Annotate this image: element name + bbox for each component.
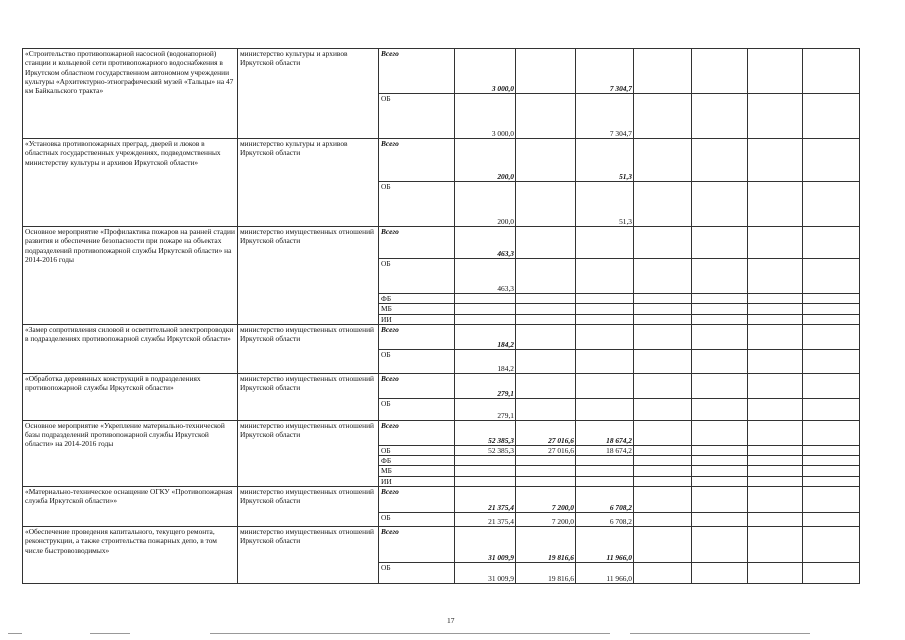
amount-cell [576, 349, 634, 373]
funding-source: МБ [379, 466, 455, 476]
empty-cell [748, 513, 803, 527]
empty-cell [748, 527, 803, 563]
amount-cell [576, 314, 634, 324]
amount-cell: 184,2 [455, 349, 516, 373]
empty-cell [692, 139, 748, 182]
empty-cell [634, 314, 692, 324]
empty-cell [634, 182, 692, 227]
empty-cell [803, 259, 860, 294]
amount-cell [516, 456, 576, 466]
empty-cell [803, 182, 860, 227]
amount-cell [576, 476, 634, 486]
empty-cell [748, 94, 803, 139]
amount-cell: 51,3 [576, 139, 634, 182]
table-row [23, 49, 860, 94]
empty-cell [692, 182, 748, 227]
amount-cell [455, 314, 516, 324]
table-row [23, 527, 860, 563]
empty-cell [692, 476, 748, 486]
empty-cell [803, 476, 860, 486]
executor: министерство культуры и архивов Иркутской области [238, 49, 379, 139]
amount-cell [576, 324, 634, 349]
funding-source: Всего [379, 420, 455, 445]
table-row [23, 324, 860, 349]
amount-cell: 6 708,2 [576, 487, 634, 513]
amount-cell: 7 304,7 [576, 49, 634, 94]
funding-source: Всего [379, 487, 455, 513]
amount-cell: 18 674,2 [576, 445, 634, 455]
empty-cell [748, 304, 803, 314]
empty-cell [803, 456, 860, 466]
funding-source: МБ [379, 304, 455, 314]
funding-source: ФБ [379, 456, 455, 466]
measure-name: «Замер сопротивления силовой и осветительной электропроводки в подразделениях противопожарной службы Иркутской области» [23, 324, 238, 373]
funding-source: ОБ [379, 94, 455, 139]
funding-source: Всего [379, 324, 455, 349]
amount-cell: 11 966,0 [576, 563, 634, 584]
amount-cell: 52 385,3 [455, 420, 516, 445]
scan-artifact [90, 633, 130, 634]
executor: министерство имущественных отношений Иркутской области [238, 487, 379, 527]
amount-cell: 21 375,4 [455, 513, 516, 527]
empty-cell [634, 139, 692, 182]
empty-cell [692, 49, 748, 94]
table-body [23, 49, 860, 584]
amount-cell [516, 139, 576, 182]
amount-cell: 19 816,6 [516, 563, 576, 584]
empty-cell [803, 94, 860, 139]
empty-cell [634, 476, 692, 486]
empty-cell [748, 476, 803, 486]
empty-cell [634, 466, 692, 476]
empty-cell [803, 294, 860, 304]
amount-cell [516, 182, 576, 227]
empty-cell [803, 349, 860, 373]
funding-source: Всего [379, 227, 455, 259]
empty-cell [803, 420, 860, 445]
empty-cell [748, 420, 803, 445]
amount-cell [576, 304, 634, 314]
empty-cell [748, 139, 803, 182]
empty-cell [634, 373, 692, 398]
empty-cell [803, 139, 860, 182]
empty-cell [634, 487, 692, 513]
measure-name: «Обеспечение проведения капитального, текущего ремонта, реконструкции, а также строительства пожарных депо, в том числе быстровозводимых» [23, 527, 238, 584]
amount-cell [516, 349, 576, 373]
empty-cell [634, 513, 692, 527]
amount-cell [516, 466, 576, 476]
empty-cell [634, 349, 692, 373]
empty-cell [634, 456, 692, 466]
amount-cell [455, 294, 516, 304]
empty-cell [748, 294, 803, 304]
measure-name: Основное мероприятие «Профилактика пожаров на ранней стадии развития и обеспечение безопасности при пожаре на объектах подразделений противопожарной службы Иркутской области» на 2014-2016 годы [23, 227, 238, 325]
amount-cell [516, 324, 576, 349]
amount-cell [576, 466, 634, 476]
funding-source: ОБ [379, 513, 455, 527]
empty-cell [692, 466, 748, 476]
funding-source: ИИ [379, 476, 455, 486]
empty-cell [803, 513, 860, 527]
table-row [23, 227, 860, 259]
executor: министерство имущественных отношений Иркутской области [238, 324, 379, 373]
empty-cell [748, 259, 803, 294]
empty-cell [634, 49, 692, 94]
amount-cell: 51,3 [576, 182, 634, 227]
empty-cell [803, 563, 860, 584]
empty-cell [634, 420, 692, 445]
empty-cell [748, 227, 803, 259]
empty-cell [634, 304, 692, 314]
amount-cell [516, 227, 576, 259]
empty-cell [748, 445, 803, 455]
empty-cell [634, 259, 692, 294]
amount-cell: 7 200,0 [516, 513, 576, 527]
amount-cell: 18 674,2 [576, 420, 634, 445]
table-row [23, 487, 860, 513]
measure-name: «Обработка деревянных конструкций в подразделениях противопожарной службы Иркутской области» [23, 373, 238, 420]
amount-cell [516, 304, 576, 314]
measure-name: «Установка противопожарных преград, дверей и люков в областных государственных учреждениях, подведомственных министерству культуры и архивов Иркутской области» [23, 139, 238, 227]
empty-cell [692, 304, 748, 314]
funding-source: ОБ [379, 259, 455, 294]
empty-cell [803, 304, 860, 314]
empty-cell [692, 314, 748, 324]
empty-cell [692, 513, 748, 527]
funding-source: Всего [379, 373, 455, 398]
amount-cell: 200,0 [455, 182, 516, 227]
amount-cell: 200,0 [455, 139, 516, 182]
executor: министерство имущественных отношений Иркутской области [238, 373, 379, 420]
empty-cell [803, 445, 860, 455]
empty-cell [634, 294, 692, 304]
empty-cell [692, 259, 748, 294]
empty-cell [803, 49, 860, 94]
empty-cell [634, 563, 692, 584]
empty-cell [692, 487, 748, 513]
empty-cell [748, 373, 803, 398]
amount-cell: 52 385,3 [455, 445, 516, 455]
empty-cell [748, 49, 803, 94]
amount-cell [576, 398, 634, 420]
empty-cell [692, 227, 748, 259]
funding-source: ОБ [379, 182, 455, 227]
amount-cell: 3 000,0 [455, 94, 516, 139]
scan-artifact [630, 633, 810, 634]
amount-cell [576, 294, 634, 304]
empty-cell [803, 527, 860, 563]
empty-cell [692, 527, 748, 563]
funding-source: Всего [379, 527, 455, 563]
empty-cell [748, 456, 803, 466]
empty-cell [692, 294, 748, 304]
executor: министерство культуры и архивов Иркутской области [238, 139, 379, 227]
amount-cell: 279,1 [455, 398, 516, 420]
amount-cell [576, 259, 634, 294]
table-row [23, 139, 860, 182]
empty-cell [692, 398, 748, 420]
amount-cell: 31 009,9 [455, 527, 516, 563]
amount-cell: 463,3 [455, 227, 516, 259]
empty-cell [748, 563, 803, 584]
scan-artifact [8, 633, 22, 634]
amount-cell: 3 000,0 [455, 49, 516, 94]
funding-source: ФБ [379, 294, 455, 304]
empty-cell [692, 445, 748, 455]
empty-cell [803, 487, 860, 513]
funding-source: ОБ [379, 563, 455, 584]
empty-cell [748, 324, 803, 349]
empty-cell [803, 398, 860, 420]
amount-cell: 31 009,9 [455, 563, 516, 584]
funding-source: ОБ [379, 398, 455, 420]
amount-cell: 27 016,6 [516, 445, 576, 455]
amount-cell [455, 476, 516, 486]
amount-cell: 7 200,0 [516, 487, 576, 513]
executor: министерство имущественных отношений Иркутской области [238, 527, 379, 584]
funding-source: ИИ [379, 314, 455, 324]
empty-cell [692, 94, 748, 139]
amount-cell [455, 466, 516, 476]
empty-cell [634, 94, 692, 139]
amount-cell: 6 708,2 [576, 513, 634, 527]
amount-cell [516, 476, 576, 486]
amount-cell [455, 456, 516, 466]
empty-cell [748, 182, 803, 227]
executor: министерство имущественных отношений Иркутской области [238, 420, 379, 486]
amount-cell: 19 816,6 [516, 527, 576, 563]
table-row [23, 373, 860, 398]
amount-cell: 21 375,4 [455, 487, 516, 513]
funding-source: ОБ [379, 349, 455, 373]
empty-cell [748, 466, 803, 476]
empty-cell [634, 445, 692, 455]
empty-cell [692, 349, 748, 373]
amount-cell: 463,3 [455, 259, 516, 294]
amount-cell [516, 314, 576, 324]
funding-source: Всего [379, 49, 455, 94]
empty-cell [634, 527, 692, 563]
measure-name: «Строительство противопожарной насосной (водонапорной) станции и кольцевой сети противопожарного водоснабжения в Иркутском областном государственном автономном учреждении культуры «Архитектурно-этнографический музей «Тальцы» на 47 км Байкальского тракта» [23, 49, 238, 139]
amount-cell [516, 259, 576, 294]
empty-cell [803, 324, 860, 349]
empty-cell [634, 324, 692, 349]
empty-cell [748, 314, 803, 324]
empty-cell [692, 324, 748, 349]
amount-cell [516, 94, 576, 139]
page-number: 17 [447, 616, 455, 625]
amount-cell [516, 373, 576, 398]
funding-source: Всего [379, 139, 455, 182]
table-row [23, 420, 860, 445]
amount-cell [516, 49, 576, 94]
amount-cell: 279,1 [455, 373, 516, 398]
empty-cell [803, 466, 860, 476]
amount-cell [576, 373, 634, 398]
amount-cell: 27 016,6 [516, 420, 576, 445]
funding-source: ОБ [379, 445, 455, 455]
empty-cell [692, 563, 748, 584]
amount-cell [516, 398, 576, 420]
empty-cell [634, 398, 692, 420]
amount-cell [516, 294, 576, 304]
amount-cell [576, 456, 634, 466]
empty-cell [692, 373, 748, 398]
amount-cell [576, 227, 634, 259]
amount-cell: 11 966,0 [576, 527, 634, 563]
empty-cell [748, 487, 803, 513]
amount-cell [455, 304, 516, 314]
amount-cell: 7 304,7 [576, 94, 634, 139]
empty-cell [634, 227, 692, 259]
empty-cell [692, 456, 748, 466]
measure-name: Основное мероприятие «Укрепление материально-технической базы подразделений противопожарной службы Иркутской области» на 2014-2016 годы [23, 420, 238, 486]
scan-artifact [210, 633, 610, 634]
empty-cell [748, 349, 803, 373]
empty-cell [803, 373, 860, 398]
amount-cell: 184,2 [455, 324, 516, 349]
empty-cell [803, 314, 860, 324]
empty-cell [803, 227, 860, 259]
empty-cell [748, 398, 803, 420]
measure-name: «Материально-техническое оснащение ОГКУ «Противопожарная служба Иркутской области»» [23, 487, 238, 527]
budget-table [22, 48, 860, 584]
executor: министерство имущественных отношений Иркутской области [238, 227, 379, 325]
empty-cell [692, 420, 748, 445]
